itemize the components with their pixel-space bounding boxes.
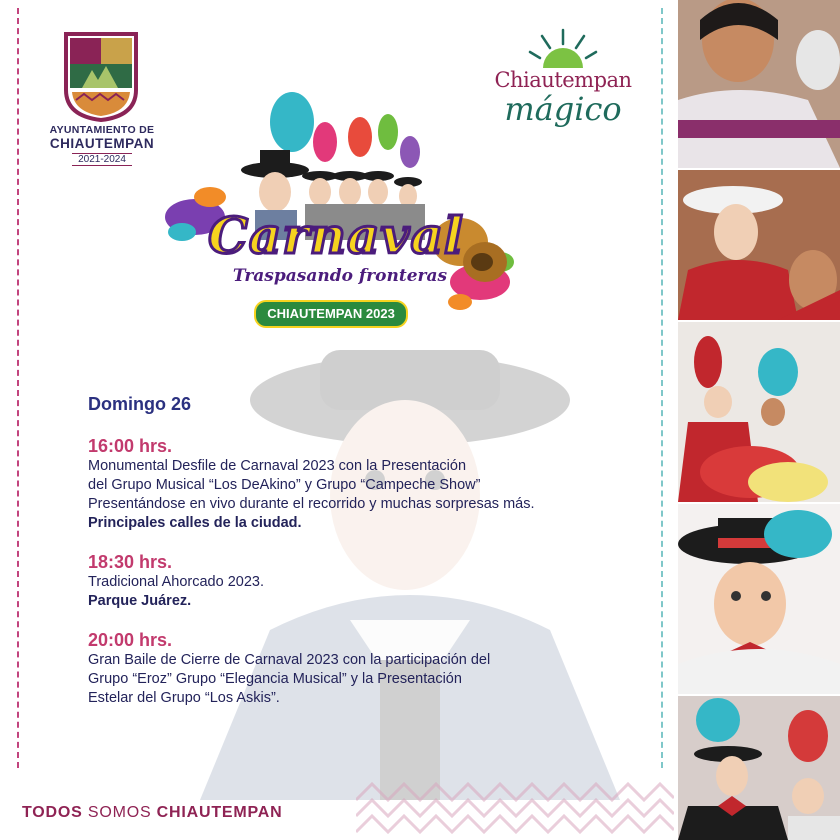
footer-word-1: TODOS: [22, 804, 83, 821]
brand-name: Chiautempan: [494, 68, 632, 92]
event-time: 16:00 hrs.: [88, 436, 173, 456]
program-day: Domingo 26: [88, 394, 192, 414]
event-description-line: Grupo “Eroz” Grupo “Elegancia Musical” y la Presentación: [88, 671, 462, 687]
sun-icon: [528, 28, 598, 72]
event-description-line: del Grupo Musical “Los DeAkino” y Grupo “Campeche Show”: [88, 477, 481, 493]
photo-masked-charro: [678, 504, 840, 694]
footer-word-2: SOMOS: [87, 804, 152, 821]
event-description-line: Gran Baile de Cierre de Carnaval 2023 con la participación del: [88, 652, 491, 668]
left-dashed-border: [17, 8, 19, 768]
event-description-line: Tradicional Ahorcado 2023.: [88, 574, 264, 590]
event-place: Parque Juárez.: [88, 593, 192, 609]
footer-slogan: [22, 804, 283, 822]
event-time: 20:00 hrs.: [88, 630, 173, 650]
event-description-line: Monumental Desfile de Carnaval 2023 con la Presentación: [88, 458, 467, 474]
photo-dancer-woman: [678, 0, 840, 168]
event-time: 18:30 hrs.: [88, 552, 173, 572]
carnaval-title: Carnaval: [208, 206, 464, 265]
brand-tagline: mágico: [504, 90, 622, 128]
photo-dancing-couples: [678, 322, 840, 502]
event-item: [88, 435, 658, 533]
carnaval-subtitle: Traspasando fronteras: [232, 266, 448, 286]
municipality-years-text: 2021-2024: [72, 153, 132, 166]
municipality-label: AYUNTAMIENTO DE: [49, 124, 155, 136]
footer-word-3: CHIAUTEMPAN: [156, 804, 283, 821]
event-program: [88, 394, 658, 726]
photo-masked-dancer: [678, 170, 840, 320]
zigzag-pattern-decoration: [356, 772, 674, 840]
municipality-years: [30, 153, 174, 166]
municipality-name: CHIAUTEMPAN: [49, 136, 155, 151]
event-item: [88, 551, 658, 611]
event-item: [88, 629, 658, 708]
event-description-line: Estelar del Grupo “Los Askis”.: [88, 690, 280, 706]
event-description-line: Presentándose en vivo durante el recorrido y muchas sorpresas más.: [88, 496, 535, 512]
municipality-coat-of-arms-icon: [62, 30, 140, 122]
event-place: Principales calles de la ciudad.: [88, 515, 302, 531]
carnaval-badge: CHIAUTEMPAN 2023: [254, 300, 408, 328]
photo-carnival-crowd: [678, 696, 840, 840]
